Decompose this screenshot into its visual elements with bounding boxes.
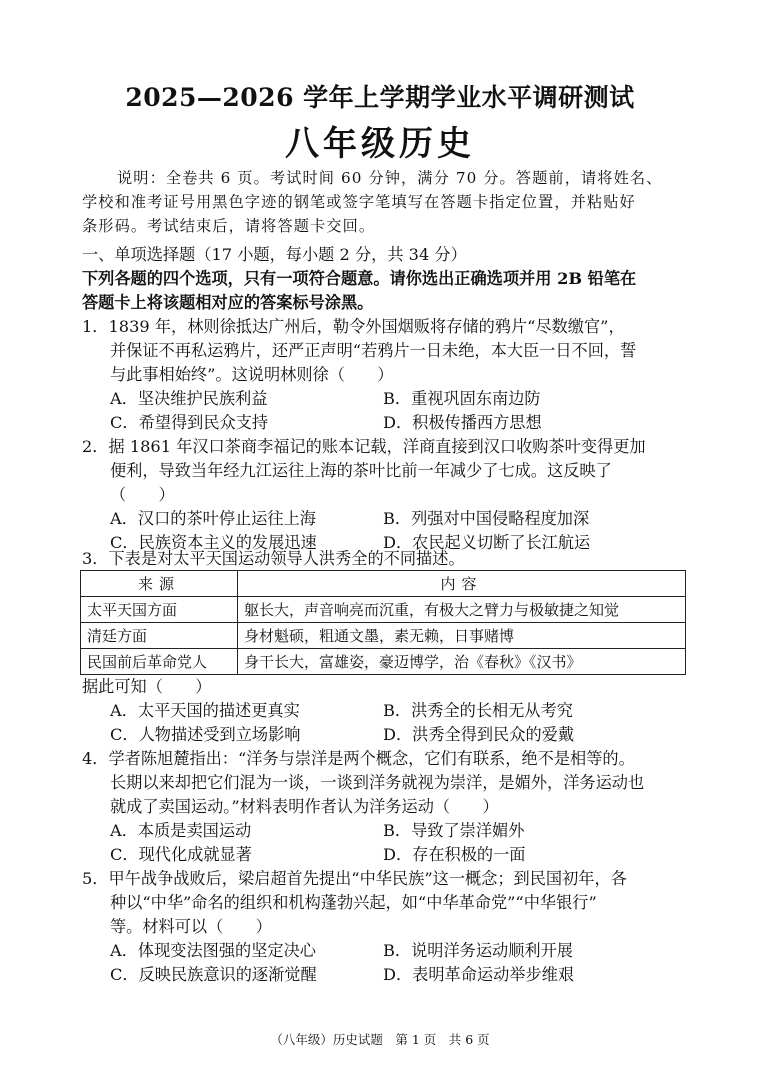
option-3b: B．洪秀全的长相无从考究 <box>383 701 573 720</box>
option-2b: B．列强对中国侵略程度加深 <box>383 509 590 528</box>
table-header-content: 内容 <box>238 571 686 597</box>
table-cell: 躯长大，声音响亮而沉重，有极大之臂力与极敏捷之知觉 <box>238 597 686 623</box>
table-cell: 清廷方面 <box>81 623 238 649</box>
question-2-line-3: （ ） <box>110 485 175 504</box>
question-2-line-1: 2．据 1861 年汉口茶商李福记的账本记载，洋商直接到汉口收购茶叶变得更加 <box>82 437 646 456</box>
option-5c: C．反映民族意识的逐渐觉醒 <box>110 965 317 984</box>
table-row <box>81 649 686 675</box>
question-1-line-1: 1．1839 年，林则徐抵达广州后，勒令外国烟贩将存储的鸦片“尽数缴官”， <box>82 317 625 336</box>
question-4-line-1: 4．学者陈旭麓指出：“洋务与崇洋是两个概念，它们有联系，绝不是相等的。 <box>82 749 635 768</box>
option-3a: A．太平天国的描述更真实 <box>110 701 300 720</box>
table-row <box>81 597 686 623</box>
option-4b: B．导致了崇洋媚外 <box>383 821 525 840</box>
table-header-source: 来源 <box>81 571 238 597</box>
option-3c: C．人物描述受到立场影响 <box>110 725 301 744</box>
subject-title: 八年级历史 <box>285 124 475 164</box>
option-1b: B．重视巩固东南边防 <box>383 389 541 408</box>
option-4c: C．现代化成就显著 <box>110 845 252 864</box>
option-2a: A．汉口的茶叶停止运往上海 <box>110 509 316 528</box>
option-1c: C．希望得到民众支持 <box>110 413 269 432</box>
option-4a: A．本质是卖国运动 <box>110 821 252 840</box>
question-5-line-3: 等。材料可以（ ） <box>110 917 272 936</box>
option-5a: A．体现变法图强的坚定决心 <box>110 941 316 960</box>
option-3d: D．洪秀全得到民众的爱戴 <box>383 725 575 744</box>
section-directions-line-1: 下列各题的四个选项，只有一项符合题意。请你选出正确选项并用 2B 铅笔在 <box>82 269 637 288</box>
option-2c: C．民族资本主义的发展迅速 <box>110 533 317 552</box>
table-row <box>81 623 686 649</box>
question-5-line-2: 种以“中华”命名的组织和机构蓬勃兴起，如“中华革命党”“中华银行” <box>110 893 597 912</box>
exam-title: 2025—2026 学年上学期学业水平调研测试 <box>125 83 635 112</box>
option-2d: D．农民起义切断了长江航运 <box>383 533 591 552</box>
instructions-line-3: 条形码。考试结束后，请将答题卡交回。 <box>82 217 376 235</box>
question-3-line-1: 3．下表是对太平天国运动领导人洪秀全的不同描述。 <box>82 549 465 568</box>
instructions-line-2: 学校和准考证号用黑色字迹的钢笔或签字笔填写在答题卡指定位置，并粘贴好 <box>82 193 636 211</box>
option-5d: D．表明革命运动举步维艰 <box>383 965 575 984</box>
table-cell: 身干长大，富雄姿，豪迈博学，治《春秋》《汉书》 <box>238 649 686 675</box>
option-5b: B．说明洋务运动顺利开展 <box>383 941 573 960</box>
question-4-line-3: 就成了卖国运动。”材料表明作者认为洋务运动（ ） <box>110 797 499 816</box>
option-1d: D．积极传播西方思想 <box>383 413 542 432</box>
question-5-line-1: 5．甲午战争战败后，梁启超首先提出“中华民族”这一概念；到民国初年，各 <box>82 869 627 888</box>
option-4d: D．存在积极的一面 <box>383 845 526 864</box>
description-table <box>80 570 686 675</box>
question-2-line-2: 便利，导致当年经九江运往上海的茶叶比前一年减少了七成。这反映了 <box>110 461 612 480</box>
table-cell: 太平天国方面 <box>81 597 238 623</box>
option-1a: A．坚决维护民族利益 <box>110 389 268 408</box>
table-header-row <box>81 571 686 597</box>
question-1-line-2: 并保证不再私运鸦片，还严正声明“若鸦片一日未绝，本大臣一日不回，誓 <box>110 341 637 360</box>
table-cell: 民国前后革命党人 <box>81 649 238 675</box>
section-heading: 一、单项选择题（17 小题，每小题 2 分，共 34 分） <box>82 245 467 264</box>
instructions-line-1: 说明：全卷共 6 页。考试时间 60 分钟，满分 70 分。答题前，请将姓名、 <box>117 169 663 187</box>
question-3-prompt: 据此可知（ ） <box>82 677 212 696</box>
question-1-line-3: 与此事相始终”。这说明林则徐（ ） <box>110 365 394 384</box>
table-cell: 身材魁硕，粗通文墨，素无赖，日事赌博 <box>238 623 686 649</box>
page-footer: （八年级）历史试题 第 1 页 共 6 页 <box>270 1032 490 1047</box>
section-directions-line-2: 答题卡上将该题相对应的答案标号涂黑。 <box>82 293 374 312</box>
question-4-line-2: 长期以来却把它们混为一谈，一谈到洋务就视为崇洋，是媚外，洋务运动也 <box>110 773 645 792</box>
